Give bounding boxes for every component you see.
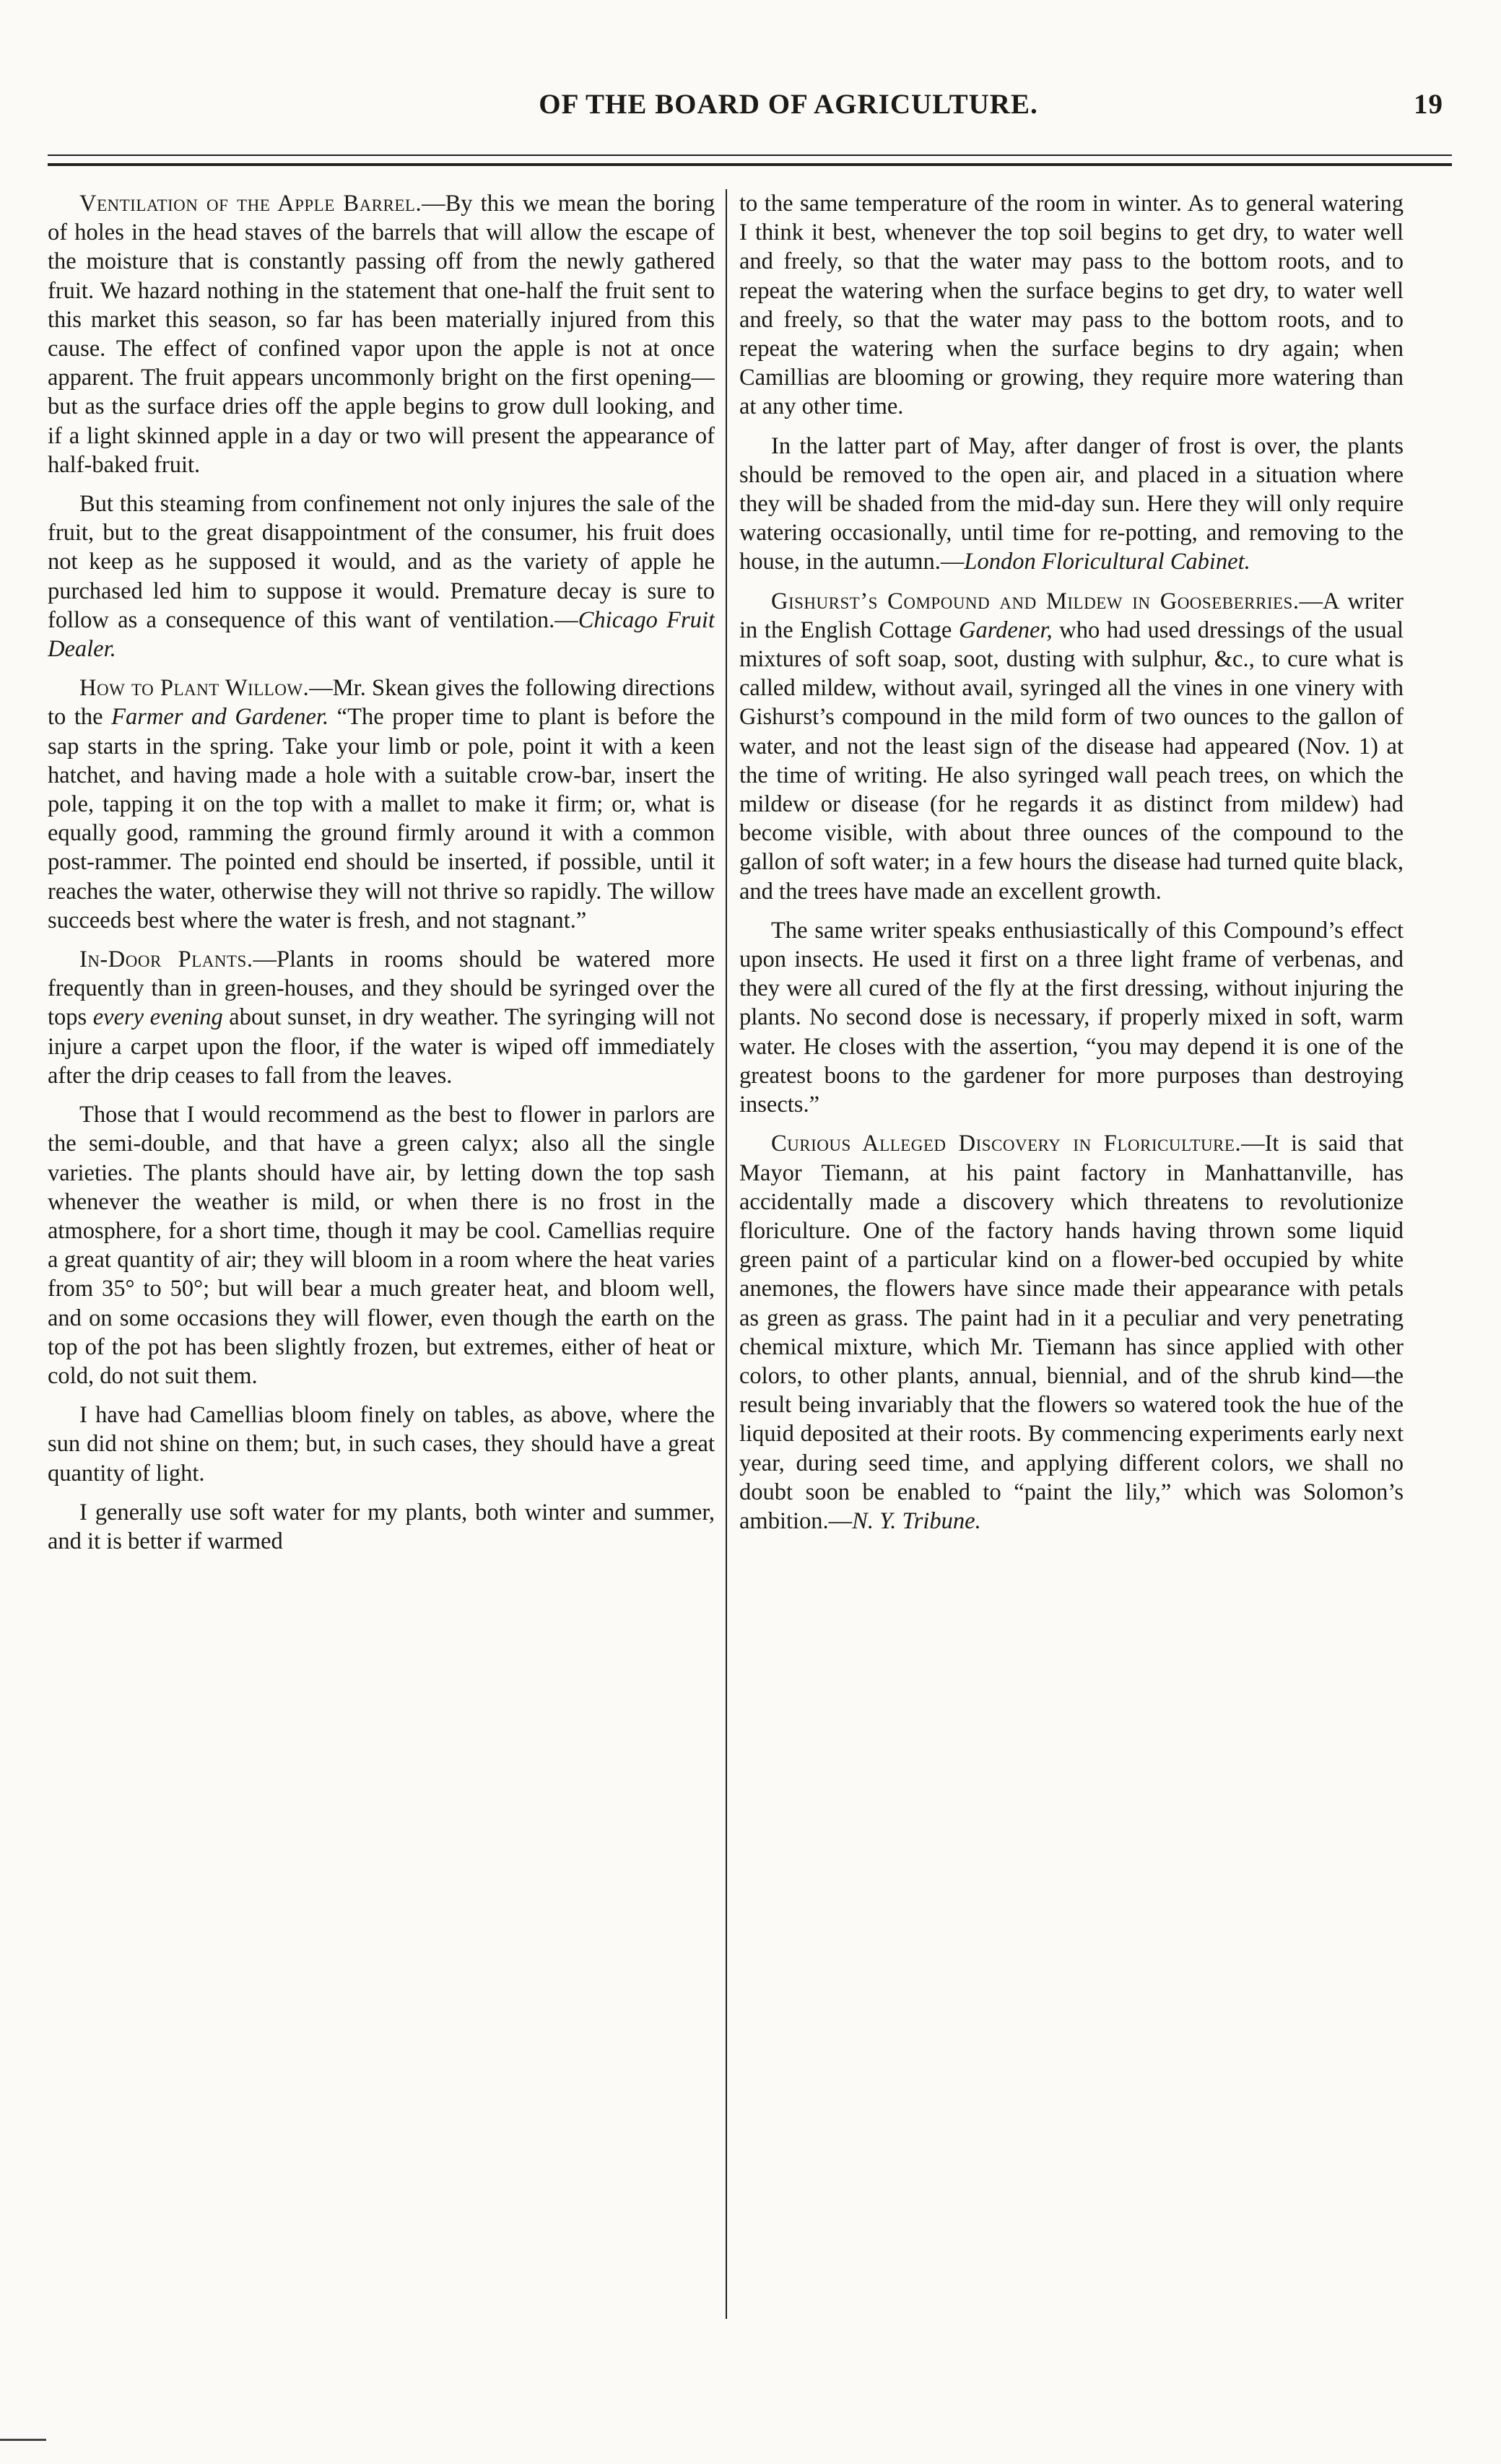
running-title: OF THE BOARD OF AGRICULTURE.	[539, 89, 1038, 120]
article-indoor-p3: I have had Camellias bloom finely on tables, as above, where the sun did not shine on them; but, in such cases, they should have a great quantity of light.	[48, 1402, 715, 1486]
article-indoor-p4: I generally use soft water for my plants, both winter and summer, and it is better if warmed	[48, 1499, 715, 1554]
source-credit: Chicago Fruit Dealer.	[48, 606, 715, 663]
article-gishurst-p2: The same writer speaks enthusiastically of this Compound’s effect upon insects. He used it first on a three light frame of verbenas, and they were all cured of the fly at the first dressing, without injuring the plants. No second dose is necessary, if properly mixed in soft, warm water. He closes with the assertion, “you may depend it is one of the greatest boons to the gardener for more purposes than destroying insects.”	[739, 917, 1404, 1118]
article-floriculture-p1	[739, 1129, 1404, 1536]
emphasis-text: every evening	[92, 1004, 223, 1031]
paragraph-text: In the latter part of May, after danger of frost is over, the plants should be removed to the open air, and placed in a situation where they will be shaded from the mid-day sun. Here they will only require watering occasionally, until time for re-potting, and removing to the house, in the autumn.—	[739, 432, 1404, 575]
article-heading: Curious Alleged Discovery in Floriculture.	[771, 1131, 1242, 1157]
paragraph-text: —It is said that Mayor Tiemann, at his paint factory in Manhattanville, has accidentally made a discovery which threatens to revolutionize floriculture. One of the factory hands having thrown some liquid green paint of a particular kind on a flower-bed occupied by white anemones, the flowers have since made their appearance with petals as green as grass. The paint had in it a peculiar and very penetrating chemical mixture, which Mr. Tiemann has since applied with other colors, to other plants, annual, biennial, and of the shrub kind—the result being invariably that the flowers so watered took the hue of the liquid deposited at their roots. By commencing experiments early next year, during seed time, and applying different colors, we shall no doubt soon be enabled to “paint the lily,” which was Solomon’s ambition.—	[739, 1131, 1404, 1534]
article-heading: Ventilation of the Apple Barrel.	[79, 191, 422, 217]
article-heading: Gishurst’s Compound and Mildew in Gooseberries.	[771, 588, 1300, 614]
paragraph-text: —Mr. Skean gives the following directions to the	[48, 675, 715, 731]
journal-name: Gardener,	[958, 617, 1053, 643]
journal-name: Farmer and Gardener.	[111, 704, 329, 731]
article-gishurst-p1	[739, 587, 1404, 906]
article-ventilation-p2	[48, 489, 715, 663]
running-header	[48, 88, 1443, 121]
page-edge-mark	[0, 2439, 46, 2441]
paragraph-text: “The proper time to plant is before the sap starts in the spring. Take your limb or pole, point it with a keen hatchet, and having made a hole with a suitable crow-bar, insert the pole, tapping it on the top with a mallet to make it firm; or, what is equally good, ramming the ground firmly around it with a common post-rammer. The pointed end should be inserted, if possible, until it reaches the water, otherwise they will not thrive so rapidly. The willow succeeds best where the water is fresh, and not stagnant.”	[48, 704, 715, 933]
article-indoor-p5	[739, 432, 1404, 577]
paragraph-text: —A writer in the English Cottage	[739, 588, 1404, 643]
article-indoor-p1	[48, 945, 715, 1090]
paragraph-text: But this steaming from confinement not only injures the sale of the fruit, but to the great disappointment of the consumer, his fruit does not keep as he supposed it would, and as the variety of apple he purchased led him to suppose it would. Premature decay is sure to follow as a consequence of this want of ventilation.—	[48, 491, 715, 633]
paragraph-text: about sunset, in dry weather. The syringing will not injure a carpet upon the floor, if the water is wiped off immediately after the drip ceases to fall from the leaves.	[48, 1004, 715, 1089]
source-credit: London Floricultural Cabinet.	[964, 549, 1250, 575]
article-indoor-p2: Those that I would recommend as the best to flower in parlors are the semi-double, and that have a green calyx; also all the single varieties. The plants should have air, by letting down the top sash whenever the weather is mild, or when there is no frost in the atmosphere, for a short time, though it may be cool. Camellias require a great quantity of air; they will bloom in a room where the heat varies from 35° to 50°; but will bear a much greater heat, and bloom well, and on some occasions they will flower, even though the earth on the top of the pot has been slightly frozen, but extremes, either of heat or cold, do not suit them.	[48, 1102, 715, 1389]
column-divider	[726, 189, 727, 2319]
left-column	[48, 189, 715, 2326]
article-heading: How to Plant Willow.	[79, 675, 310, 702]
article-indoor-p4-continued: to the same temperature of the room in winter. As to general watering I think it best, whenever the top soil begins to get dry, to water well and freely, so that the water may pass to the bottom roots, and to repeat the watering when the surface begins to get dry, to water well and freely, so that the water may pass to the bottom roots, and to repeat the watering when the surface begins to dry again; when Camillias are blooming or growing, they require more watering than at any other time.	[739, 191, 1404, 420]
paragraph-text: —Plants in rooms should be watered more frequently than in green-houses, and they should be syringed over the tops	[48, 946, 715, 1031]
source-credit: N. Y. Tribune.	[852, 1507, 981, 1534]
article-heading: In-Door Plants.	[79, 946, 253, 973]
article-ventilation-p1	[48, 189, 715, 479]
right-column	[739, 189, 1404, 2326]
page-number: 19	[1414, 89, 1443, 120]
header-double-rule	[48, 154, 1452, 166]
paragraph-text: —By this we mean the boring of holes in the head staves of the barrels that will allow the escape of the moisture that is constantly passing off from the newly gathered fruit. We hazard nothing in the statement that one-half the fruit sent to this market this season, so far has been materially injured from this cause. The effect of confined vapor upon the apple is not at once apparent. The fruit appears uncommonly bright on the first opening—but as the surface dries off the apple begins to grow dull looking, and if a light skinned apple in a day or two will present the appearance of half-baked fruit.	[48, 191, 715, 478]
paragraph-text: who had used dressings of the usual mixtures of soft soap, soot, dusting with sulphur, &c., to cure what is called mildew, without avail, syringed all the vines in one vinery with Gishurst’s compound in the mild form of two ounces to the gallon of water, and not the least sign of the disease had appeared (Nov. 1) at the time of writing. He also syringed wall peach trees, on which the mildew or disease (for he regards it as distinct from mildew) had become visible, with about three ounces of the compound to the gallon of soft water; in a few hours the disease had turned quite black, and the trees have made an excellent growth.	[739, 617, 1404, 905]
article-willow-p1	[48, 674, 715, 935]
